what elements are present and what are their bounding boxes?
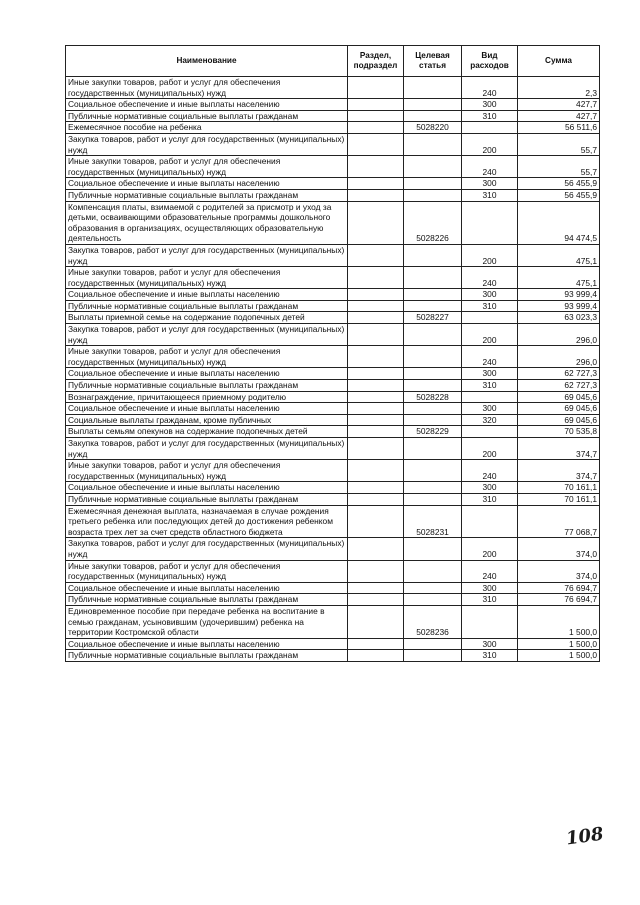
row-target-article-cell (404, 493, 462, 505)
row-amount-cell: 70 535,8 (518, 426, 600, 438)
row-section-cell (348, 133, 404, 155)
row-expense-type-cell: 310 (462, 110, 518, 122)
row-expense-type-cell: 300 (462, 368, 518, 380)
row-expense-type-cell: 320 (462, 414, 518, 426)
row-amount-cell: 56 511,6 (518, 122, 600, 134)
row-target-article-cell: 5028231 (404, 505, 462, 538)
row-name-cell: Иные закупки товаров, работ и услуг для обеспечения государственных (муниципальных) нужд (66, 156, 348, 178)
row-section-cell (348, 505, 404, 538)
row-name-cell: Иные закупки товаров, работ и услуг для обеспечения государственных (муниципальных) нужд (66, 267, 348, 289)
row-section-cell (348, 594, 404, 606)
table-row (66, 414, 600, 426)
row-name-cell: Публичные нормативные социальные выплаты гражданам (66, 493, 348, 505)
row-section-cell (348, 99, 404, 111)
row-section-cell (348, 403, 404, 415)
table-row (66, 244, 600, 266)
row-amount-cell: 374,0 (518, 538, 600, 560)
row-section-cell (348, 426, 404, 438)
row-expense-type-cell: 310 (462, 650, 518, 662)
row-amount-cell: 427,7 (518, 99, 600, 111)
row-target-article-cell (404, 178, 462, 190)
row-expense-type-cell: 240 (462, 156, 518, 178)
page-number: 108 (564, 823, 605, 850)
row-section-cell (348, 156, 404, 178)
row-section-cell (348, 638, 404, 650)
row-amount-cell: 1 500,0 (518, 650, 600, 662)
table-row (66, 312, 600, 324)
table-row (66, 482, 600, 494)
row-name-cell: Социальное обеспечение и иные выплаты населению (66, 582, 348, 594)
row-expense-type-cell (462, 201, 518, 244)
row-target-article-cell (404, 594, 462, 606)
row-section-cell (348, 346, 404, 368)
row-name-cell: Ежемесячная денежная выплата, назначаемая в случае рождения третьего ребенка или последующих детей до достижения ребенком возраста трех лет за счет средств областного бюджета (66, 505, 348, 538)
row-expense-type-cell (462, 605, 518, 638)
row-target-article-cell (404, 133, 462, 155)
row-section-cell (348, 380, 404, 392)
table-row (66, 77, 600, 99)
row-section-cell (348, 324, 404, 346)
row-section-cell (348, 110, 404, 122)
row-target-article-cell: 5028228 (404, 391, 462, 403)
row-name-cell: Закупка товаров, работ и услуг для государственных (муниципальных) нужд (66, 324, 348, 346)
row-target-article-cell (404, 403, 462, 415)
row-amount-cell: 374,7 (518, 460, 600, 482)
row-name-cell: Социальное обеспечение и иные выплаты населению (66, 403, 348, 415)
row-target-article-cell (404, 582, 462, 594)
row-amount-cell: 94 474,5 (518, 201, 600, 244)
row-expense-type-cell: 200 (462, 244, 518, 266)
row-expense-type-cell: 200 (462, 324, 518, 346)
row-name-cell: Публичные нормативные социальные выплаты гражданам (66, 189, 348, 201)
row-name-cell: Единовременное пособие при передаче ребенка на воспитание в семью гражданам, усыновившим (удочерившим) ребенка на территории Костромской области (66, 605, 348, 638)
table-row (66, 156, 600, 178)
row-section-cell (348, 414, 404, 426)
row-section-cell (348, 368, 404, 380)
table-row (66, 201, 600, 244)
row-expense-type-cell: 200 (462, 538, 518, 560)
row-amount-cell: 55,7 (518, 133, 600, 155)
row-name-cell: Компенсация платы, взимаемой с родителей за присмотр и уход за детьми, осваивающими образовательные программы дошкольного образования в организациях, осуществляющих образовательную деятельность (66, 201, 348, 244)
row-target-article-cell (404, 189, 462, 201)
row-target-article-cell: 5028229 (404, 426, 462, 438)
row-section-cell (348, 122, 404, 134)
row-target-article-cell (404, 346, 462, 368)
row-name-cell: Выплаты семьям опекунов на содержание подопечных детей (66, 426, 348, 438)
row-section-cell (348, 312, 404, 324)
row-section-cell (348, 289, 404, 301)
row-name-cell: Социальное обеспечение и иные выплаты населению (66, 289, 348, 301)
row-name-cell: Публичные нормативные социальные выплаты гражданам (66, 300, 348, 312)
row-name-cell: Иные закупки товаров, работ и услуг для обеспечения государственных (муниципальных) нужд (66, 346, 348, 368)
row-expense-type-cell: 200 (462, 133, 518, 155)
table-body (66, 77, 600, 662)
row-section-cell (348, 605, 404, 638)
row-name-cell: Публичные нормативные социальные выплаты гражданам (66, 380, 348, 392)
row-target-article-cell: 5028227 (404, 312, 462, 324)
row-target-article-cell (404, 438, 462, 460)
row-target-article-cell (404, 460, 462, 482)
table-row (66, 189, 600, 201)
row-section-cell (348, 438, 404, 460)
table-row (66, 438, 600, 460)
row-amount-cell: 56 455,9 (518, 189, 600, 201)
row-expense-type-cell: 200 (462, 438, 518, 460)
table-row (66, 560, 600, 582)
header-expense-type: Вид расходов (462, 46, 518, 77)
row-amount-cell: 76 694,7 (518, 594, 600, 606)
row-target-article-cell (404, 156, 462, 178)
table-row (66, 368, 600, 380)
table-row (66, 324, 600, 346)
row-name-cell: Социальное обеспечение и иные выплаты населению (66, 368, 348, 380)
row-section-cell (348, 178, 404, 190)
table-row (66, 538, 600, 560)
row-expense-type-cell: 240 (462, 77, 518, 99)
row-target-article-cell (404, 77, 462, 99)
row-amount-cell: 374,0 (518, 560, 600, 582)
row-amount-cell: 69 045,6 (518, 391, 600, 403)
row-name-cell: Социальное обеспечение и иные выплаты населению (66, 638, 348, 650)
row-section-cell (348, 244, 404, 266)
row-section-cell (348, 267, 404, 289)
row-target-article-cell (404, 267, 462, 289)
row-amount-cell: 70 161,1 (518, 482, 600, 494)
row-amount-cell: 69 045,6 (518, 403, 600, 415)
row-section-cell (348, 560, 404, 582)
row-expense-type-cell (462, 391, 518, 403)
row-amount-cell: 1 500,0 (518, 638, 600, 650)
row-amount-cell: 56 455,9 (518, 178, 600, 190)
table-row (66, 122, 600, 134)
row-amount-cell: 63 023,3 (518, 312, 600, 324)
header-section: Раздел, подраздел (348, 46, 404, 77)
row-section-cell (348, 189, 404, 201)
row-name-cell: Иные закупки товаров, работ и услуг для обеспечения государственных (муниципальных) нужд (66, 560, 348, 582)
row-amount-cell: 475,1 (518, 244, 600, 266)
row-name-cell: Закупка товаров, работ и услуг для государственных (муниципальных) нужд (66, 244, 348, 266)
row-target-article-cell (404, 99, 462, 111)
row-expense-type-cell: 310 (462, 493, 518, 505)
row-amount-cell: 70 161,1 (518, 493, 600, 505)
row-amount-cell: 62 727,3 (518, 380, 600, 392)
row-name-cell: Социальные выплаты гражданам, кроме публичных (66, 414, 348, 426)
table-row (66, 289, 600, 301)
row-section-cell (348, 482, 404, 494)
row-name-cell: Иные закупки товаров, работ и услуг для обеспечения государственных (муниципальных) нужд (66, 460, 348, 482)
row-expense-type-cell: 300 (462, 403, 518, 415)
table-row (66, 505, 600, 538)
row-section-cell (348, 460, 404, 482)
row-section-cell (348, 77, 404, 99)
table-row (66, 346, 600, 368)
row-target-article-cell (404, 300, 462, 312)
table-row (66, 605, 600, 638)
row-expense-type-cell: 310 (462, 380, 518, 392)
table-row (66, 133, 600, 155)
row-expense-type-cell (462, 505, 518, 538)
row-amount-cell: 55,7 (518, 156, 600, 178)
row-expense-type-cell: 310 (462, 594, 518, 606)
row-target-article-cell (404, 638, 462, 650)
row-target-article-cell (404, 414, 462, 426)
table-row (66, 460, 600, 482)
row-target-article-cell: 5028236 (404, 605, 462, 638)
row-expense-type-cell: 240 (462, 560, 518, 582)
row-name-cell: Социальное обеспечение и иные выплаты населению (66, 482, 348, 494)
table-row (66, 493, 600, 505)
row-name-cell: Публичные нормативные социальные выплаты гражданам (66, 110, 348, 122)
row-name-cell: Закупка товаров, работ и услуг для государственных (муниципальных) нужд (66, 133, 348, 155)
row-section-cell (348, 201, 404, 244)
row-name-cell: Закупка товаров, работ и услуг для государственных (муниципальных) нужд (66, 438, 348, 460)
table-row (66, 110, 600, 122)
row-name-cell: Выплаты приемной семье на содержание подопечных детей (66, 312, 348, 324)
row-expense-type-cell (462, 426, 518, 438)
row-target-article-cell: 5028226 (404, 201, 462, 244)
row-amount-cell: 62 727,3 (518, 368, 600, 380)
row-expense-type-cell: 300 (462, 482, 518, 494)
table-row (66, 178, 600, 190)
row-name-cell: Вознаграждение, причитающееся приемному родителю (66, 391, 348, 403)
row-name-cell: Закупка товаров, работ и услуг для государственных (муниципальных) нужд (66, 538, 348, 560)
row-name-cell: Ежемесячное пособие на ребенка (66, 122, 348, 134)
row-section-cell (348, 650, 404, 662)
row-expense-type-cell: 300 (462, 99, 518, 111)
row-expense-type-cell: 240 (462, 460, 518, 482)
table-row (66, 650, 600, 662)
row-amount-cell: 374,7 (518, 438, 600, 460)
table-row (66, 267, 600, 289)
row-expense-type-cell (462, 122, 518, 134)
row-expense-type-cell: 300 (462, 582, 518, 594)
row-target-article-cell: 5028220 (404, 122, 462, 134)
table-row (66, 638, 600, 650)
row-section-cell (348, 391, 404, 403)
table-header-row (66, 46, 600, 77)
table-row (66, 380, 600, 392)
row-amount-cell: 93 999,4 (518, 289, 600, 301)
table-row (66, 403, 600, 415)
row-target-article-cell (404, 482, 462, 494)
row-target-article-cell (404, 110, 462, 122)
row-amount-cell: 427,7 (518, 110, 600, 122)
row-name-cell: Социальное обеспечение и иные выплаты населению (66, 178, 348, 190)
row-amount-cell: 475,1 (518, 267, 600, 289)
row-amount-cell: 296,0 (518, 324, 600, 346)
row-target-article-cell (404, 560, 462, 582)
header-target-article: Целевая статья (404, 46, 462, 77)
row-name-cell: Публичные нормативные социальные выплаты гражданам (66, 650, 348, 662)
row-section-cell (348, 300, 404, 312)
row-target-article-cell (404, 380, 462, 392)
row-section-cell (348, 582, 404, 594)
row-expense-type-cell: 300 (462, 289, 518, 301)
table-row (66, 594, 600, 606)
row-expense-type-cell (462, 312, 518, 324)
header-name: Наименование (66, 46, 348, 77)
row-target-article-cell (404, 650, 462, 662)
row-expense-type-cell: 300 (462, 638, 518, 650)
row-section-cell (348, 493, 404, 505)
row-amount-cell: 93 999,4 (518, 300, 600, 312)
row-expense-type-cell: 240 (462, 267, 518, 289)
row-amount-cell: 2,3 (518, 77, 600, 99)
row-expense-type-cell: 310 (462, 300, 518, 312)
row-expense-type-cell: 310 (462, 189, 518, 201)
row-target-article-cell (404, 538, 462, 560)
table-row (66, 99, 600, 111)
row-target-article-cell (404, 244, 462, 266)
row-name-cell: Публичные нормативные социальные выплаты гражданам (66, 594, 348, 606)
row-target-article-cell (404, 289, 462, 301)
header-amount: Сумма (518, 46, 600, 77)
row-amount-cell: 69 045,6 (518, 414, 600, 426)
table-row (66, 426, 600, 438)
row-target-article-cell (404, 324, 462, 346)
table-row (66, 582, 600, 594)
row-amount-cell: 296,0 (518, 346, 600, 368)
row-name-cell: Социальное обеспечение и иные выплаты населению (66, 99, 348, 111)
row-expense-type-cell: 240 (462, 346, 518, 368)
table-row (66, 300, 600, 312)
table-row (66, 391, 600, 403)
budget-table (65, 45, 600, 662)
row-name-cell: Иные закупки товаров, работ и услуг для обеспечения государственных (муниципальных) нужд (66, 77, 348, 99)
row-expense-type-cell: 300 (462, 178, 518, 190)
row-amount-cell: 76 694,7 (518, 582, 600, 594)
row-target-article-cell (404, 368, 462, 380)
row-amount-cell: 77 068,7 (518, 505, 600, 538)
row-amount-cell: 1 500,0 (518, 605, 600, 638)
row-section-cell (348, 538, 404, 560)
